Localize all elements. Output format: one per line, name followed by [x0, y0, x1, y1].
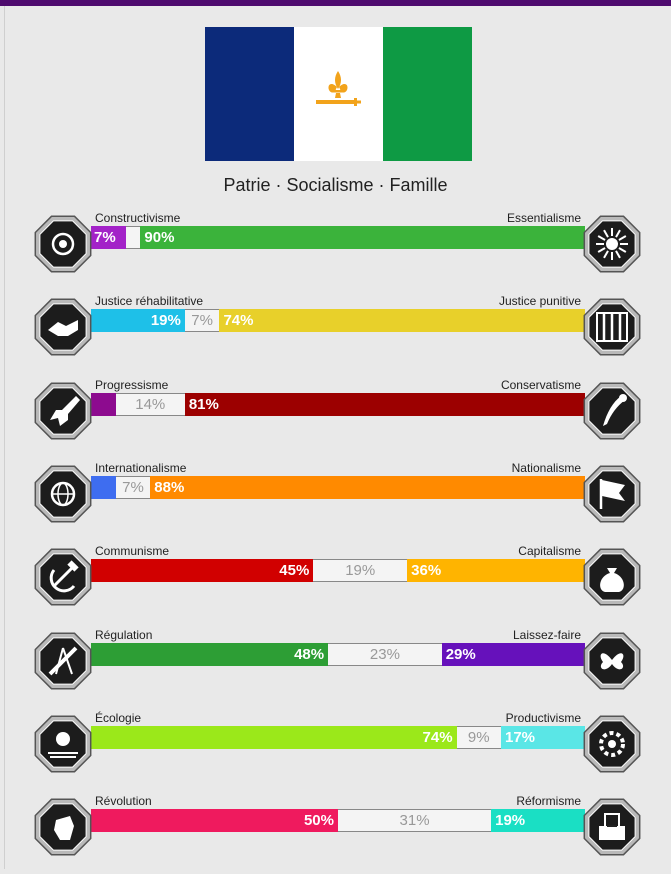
eye-symbol-icon	[32, 213, 94, 275]
axis-left-label: Internationalisme	[95, 460, 187, 475]
left-score-segment: 74%	[91, 726, 457, 749]
axis-score-bar	[91, 643, 585, 666]
flag-right-stripe	[383, 27, 472, 161]
axis-row	[0, 211, 671, 291]
axis-left-label: Écologie	[95, 710, 142, 725]
globe-laurel-icon	[32, 463, 94, 525]
axis-left-label: Révolution	[95, 794, 152, 809]
flag-icon	[581, 463, 643, 525]
neutral-score-segment: 19%	[313, 559, 407, 582]
neutral-score-segment: 31%	[338, 809, 491, 832]
ballot-box-icon	[581, 796, 643, 858]
right-score-segment: 88%	[150, 476, 585, 499]
left-score-segment: 50%	[91, 809, 338, 832]
left-score-segment	[91, 393, 116, 416]
axis-row	[0, 294, 671, 374]
axis-right-label: Conservatisme	[500, 377, 581, 392]
top-accent-bar	[0, 0, 671, 6]
neutral-score-segment: 14%	[116, 393, 185, 416]
money-bag-icon	[581, 546, 643, 608]
axis-right-label: Laissez-faire	[512, 627, 581, 642]
right-score-segment: 36%	[407, 559, 585, 582]
axis-right-label: Réformisme	[516, 794, 581, 809]
axis-row	[0, 378, 671, 458]
handshake-icon	[32, 296, 94, 358]
party-flag	[205, 27, 472, 161]
left-score-segment: 7%	[91, 226, 126, 249]
right-score-segment: 17%	[501, 726, 585, 749]
prison-bars-icon	[581, 296, 643, 358]
axis-right-label: Capitalisme	[518, 544, 581, 559]
neutral-score-segment: 23%	[328, 643, 442, 666]
sun-over-field-icon	[32, 713, 94, 775]
axis-left-label: Régulation	[95, 627, 153, 642]
axis-left-label: Constructivisme	[95, 211, 181, 225]
ruler-compass-icon	[32, 630, 94, 692]
flag-middle-stripe	[294, 27, 383, 161]
axis-score-bar	[91, 476, 585, 499]
left-score-segment: 45%	[91, 559, 313, 582]
left-score-segment: 19%	[91, 309, 185, 332]
axis-left-label: Progressisme	[95, 377, 169, 392]
axis-row	[0, 628, 671, 708]
axis-left-label: Justice réhabilitative	[95, 294, 204, 309]
right-score-segment: 19%	[491, 809, 585, 832]
axis-score-bar	[91, 559, 585, 582]
axis-score-bar	[91, 309, 585, 332]
axis-score-bar	[91, 809, 585, 832]
quill-icon	[581, 380, 643, 442]
factory-gear-icon	[581, 713, 643, 775]
sunburst-icon	[581, 213, 643, 275]
party-motto: Patrie · Socialisme · Famille	[223, 175, 448, 195]
neutral-score-segment: 7%	[116, 476, 151, 499]
axis-row	[0, 461, 671, 541]
fleur-de-lis-and-sword-icon	[294, 27, 383, 161]
axis-score-bar	[91, 393, 585, 416]
hammer-sickle-icon	[32, 546, 94, 608]
neutral-score-segment: 9%	[457, 726, 501, 749]
axis-right-label: Nationalisme	[511, 460, 581, 475]
axis-left-label: Communisme	[95, 544, 170, 559]
axis-right-label: Essentialisme	[506, 211, 581, 225]
axis-right-label: Justice punitive	[498, 294, 581, 309]
flag-left-stripe	[205, 27, 294, 161]
left-score-segment	[91, 476, 116, 499]
right-score-segment: 29%	[442, 643, 585, 666]
axis-row	[0, 711, 671, 791]
rocket-icon	[32, 380, 94, 442]
right-score-segment: 74%	[219, 309, 585, 332]
right-score-segment: 81%	[185, 393, 585, 416]
neutral-score-segment: 7%	[185, 309, 220, 332]
axis-score-bar	[91, 726, 585, 749]
neutral-score-segment	[126, 226, 141, 249]
left-score-segment: 48%	[91, 643, 328, 666]
axis-row	[0, 794, 671, 874]
axis-right-label: Productivisme	[505, 710, 581, 725]
butterflies-icon	[581, 630, 643, 692]
right-score-segment: 90%	[140, 226, 585, 249]
raised-fist-icon	[32, 796, 94, 858]
axis-score-bar	[91, 226, 585, 249]
axis-row	[0, 544, 671, 624]
